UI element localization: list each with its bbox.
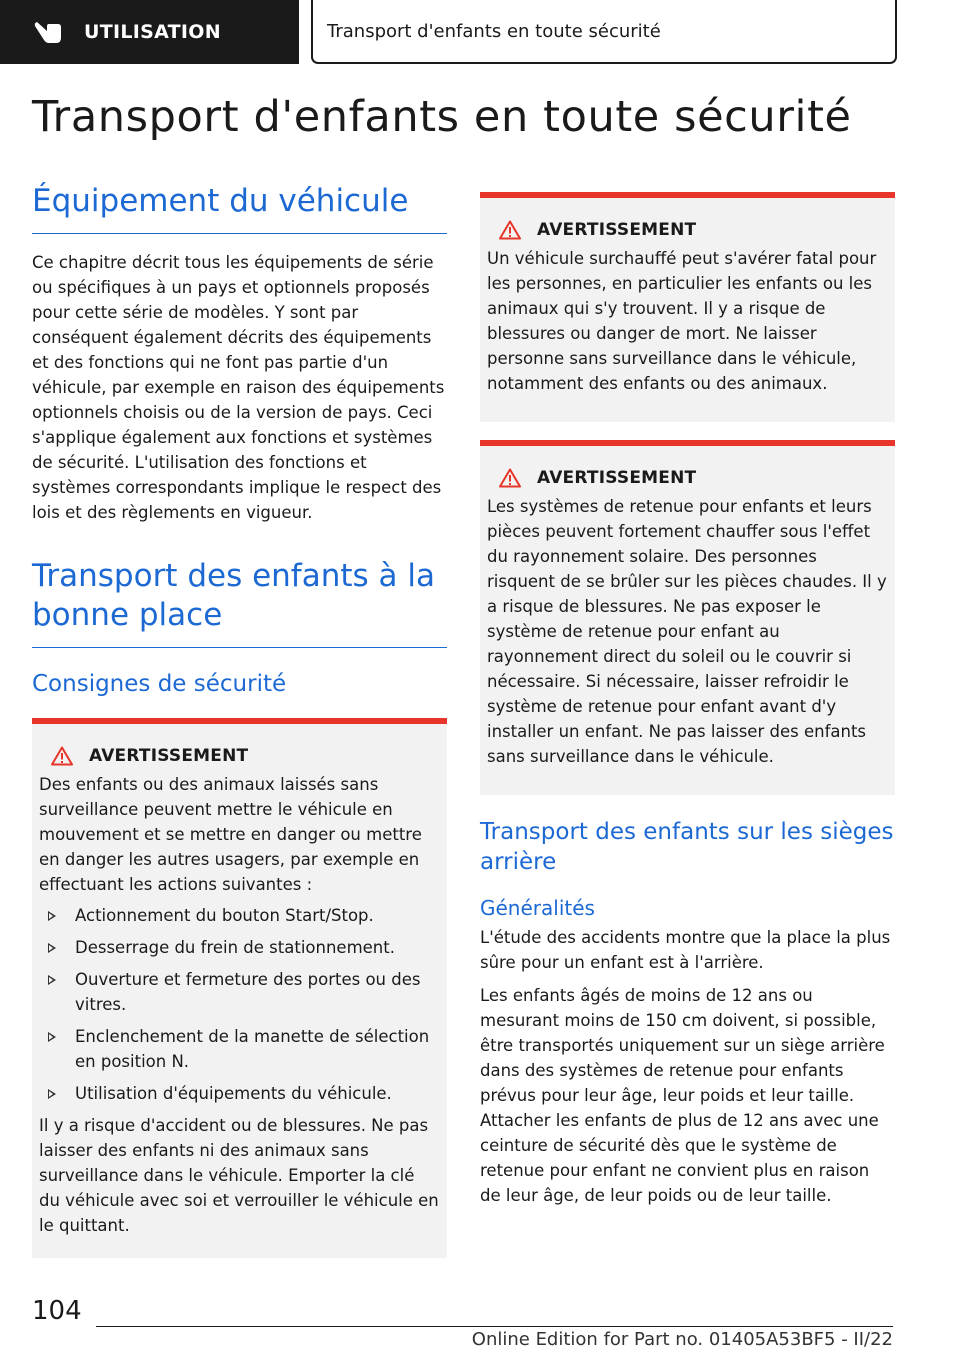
warning-text: Un véhicule surchauffé peut s'avérer fatal pour les personnes, en particulier les enfants ou les animaux qui s'y trouvent. Il y a risque de blessures ou danger de mort. Ne laisser personne sans surveillance dans le véhicule, notamment des enfants ou des animaux. xyxy=(487,249,877,393)
list-item: Desserrage du frein de stationnement. xyxy=(39,935,439,960)
warning-triangle-icon xyxy=(499,468,521,488)
page-number: 104 xyxy=(32,1296,82,1326)
edition-note: Online Edition for Part no. 01405A53BF5 - II/22 xyxy=(471,1329,893,1350)
right-column xyxy=(480,192,895,1208)
general-paragraph-2: Les enfants âgés de moins de 12 ans ou mesurant moins de 150 cm doivent, si possible, être transportés uniquement sur un siège arrière dans des systèmes de retenue pour enfants prévus pour leur âge, leur poids et leur taille. Attacher les enfants de plus de 12 ans avec une ceinture de sécurité dès que le système de retenue pour enfant ne convient plus en raison de leur âge, de leur poids ou de leur taille. xyxy=(480,986,885,1205)
warning-label: AVERTISSEMENT xyxy=(537,468,697,488)
equipment-heading: Équipement du véhicule xyxy=(32,182,447,234)
warning-triangle-icon xyxy=(51,746,73,766)
warning-header xyxy=(487,468,887,488)
warning-outro: Il y a risque d'accident ou de blessures. Ne pas laisser des enfants ni des animaux sans surveillance dans le véhicule. Emporter la clé du véhicule avec soi et verrouiller le véhicule en le quittant. xyxy=(39,1116,439,1235)
equipment-text: Ce chapitre décrit tous les équipements de série ou spécifiques à un pays et optionnels proposés pour cette série de modèles. Y sont par conséquent également décrits des équipements et des fonctions qui ne font pas partie d'un véhicule, par exemple en raison des équipements optionnels choisis ou de la version de pays. Ceci s'applique également aux fonctions et systèmes de sécurité. L'utilisation des fonctions et systèmes correspondants implique le respect des lois et des règlements en vigueur. xyxy=(32,253,445,522)
general-paragraph-1: L'étude des accidents montre que la place la plus sûre pour un enfant est à l'arrière. xyxy=(480,928,891,972)
list-item: Utilisation d'équipements du véhicule. xyxy=(39,1081,439,1106)
left-column xyxy=(32,182,447,1258)
transport-heading: Transport des enfants à la bonne place xyxy=(32,557,447,648)
warning-header xyxy=(39,746,439,766)
list-item: Enclenchement de la manette de sélection en position N. xyxy=(39,1024,439,1074)
warning-triangle-icon xyxy=(499,220,521,240)
warning-text: Les systèmes de retenue pour enfants et leurs pièces peuvent fortement chauffer sous l'effet du rayonnement solaire. Des personnes risquent de se brûler sur les pièces chaudes. Il y a risque de blessures. Ne pas exposer le système de retenue pour enfant au rayonnement direct du soleil ou le couvrir si nécessaire. Si nécessaire, laisser refroidir le système de retenue pour enfant avant d'y installer un enfant. Ne pas laisser des enfants sans surveillance dans le véhicule. xyxy=(487,497,887,766)
triangle-bullet-icon xyxy=(48,911,56,921)
chapter-label: Transport d'enfants en toute sécurité xyxy=(327,20,661,42)
section-tab xyxy=(0,0,299,64)
triangle-bullet-icon xyxy=(48,975,56,985)
list-item: Ouverture et fermeture des portes ou des vitres. xyxy=(39,967,439,1017)
warning-label: AVERTISSEMENT xyxy=(89,746,249,766)
pointing-hand-icon xyxy=(34,18,64,46)
warning-intro: Des enfants ou des animaux laissés sans surveillance peuvent mettre le véhicule en mouvement et se mettre en danger ou mettre en danger les autres usagers, par exemple en effectuant les actions suivantes : xyxy=(39,775,422,894)
rear-seats-heading: Transport des enfants sur les sièges arrière xyxy=(480,819,894,875)
warning-box-overheating xyxy=(480,192,895,422)
warning-box-sun-heat xyxy=(480,440,895,795)
list-item: Actionnement du bouton Start/Stop. xyxy=(39,903,439,928)
footer-divider xyxy=(96,1326,893,1327)
chapter-tab xyxy=(311,0,897,64)
safety-heading: Consignes de sécurité xyxy=(32,671,287,697)
triangle-bullet-icon xyxy=(48,943,56,953)
triangle-bullet-icon xyxy=(48,1089,56,1099)
section-label: UTILISATION xyxy=(84,21,221,43)
general-heading: Généralités xyxy=(480,896,595,920)
warning-header xyxy=(487,220,887,240)
triangle-bullet-icon xyxy=(48,1032,56,1042)
warning-label: AVERTISSEMENT xyxy=(537,220,697,240)
page-title: Transport d'enfants en toute sécurité xyxy=(32,92,852,142)
warning-box-unattended xyxy=(32,718,447,1258)
warning-action-list xyxy=(39,903,439,1106)
